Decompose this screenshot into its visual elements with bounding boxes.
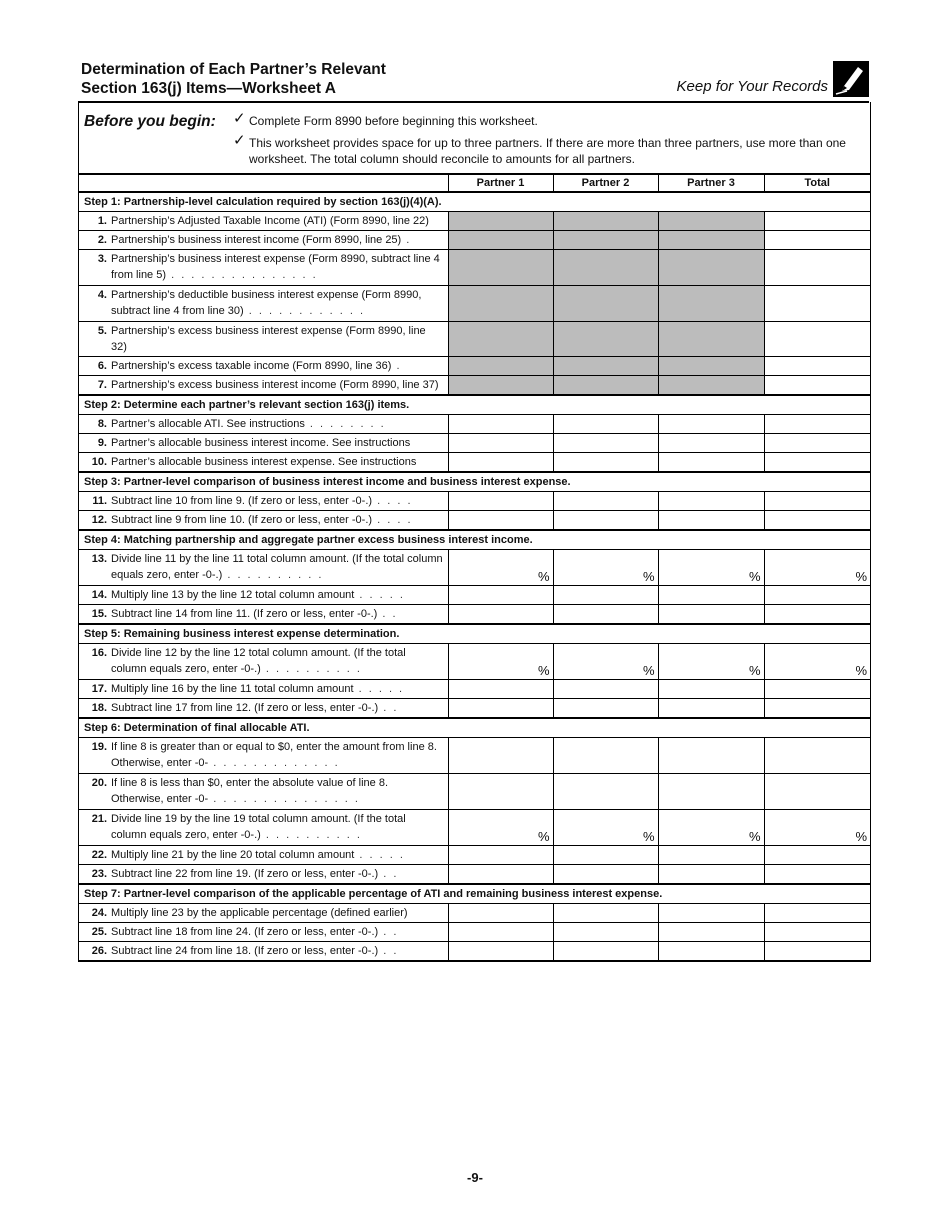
worksheet-body <box>79 192 870 961</box>
entry-cell-partner-3[interactable] <box>658 680 764 699</box>
entry-cell-total[interactable] <box>764 846 870 865</box>
percent-sign: % <box>748 569 761 584</box>
entry-cell-partner-2[interactable] <box>553 415 658 434</box>
dot-leader: . . . . . . . . . . . . . . . <box>166 269 318 281</box>
line-description <box>79 550 448 586</box>
entry-cell-total[interactable] <box>764 250 870 286</box>
entry-cell-partner-1 <box>448 212 553 231</box>
worksheet-line-row <box>79 250 870 286</box>
entry-cell-partner-2[interactable] <box>553 492 658 511</box>
entry-cell-total[interactable] <box>764 865 870 885</box>
dot-leader: . . . . . <box>353 683 405 695</box>
line-text: Partnership’s excess taxable income (Form 8990, line 36) <box>111 360 392 372</box>
worksheet-line-row <box>79 231 870 250</box>
line-text: Partnership’s excess business interest income (Form 8990, line 37) <box>111 379 439 391</box>
entry-cell-total[interactable] <box>764 357 870 376</box>
dot-leader: . . <box>378 868 399 880</box>
entry-cell-partner-3 <box>658 286 764 322</box>
percent-sign: % <box>855 829 867 844</box>
worksheet-line-row <box>79 865 870 885</box>
line-number: 12. <box>91 514 107 526</box>
line-text: Partner’s allocable ATI. See instructions <box>111 418 305 430</box>
worksheet-line-row <box>79 923 870 942</box>
entry-cell-partner-3[interactable] <box>658 904 764 923</box>
entry-cell-partner-1[interactable] <box>448 904 553 923</box>
description-column-header <box>79 175 448 193</box>
dot-leader: . . <box>378 926 399 938</box>
worksheet-line-row <box>79 415 870 434</box>
entry-cell-total[interactable] <box>764 453 870 473</box>
entry-cell-partner-1[interactable] <box>448 865 553 885</box>
entry-cell-partner-2[interactable] <box>553 774 658 810</box>
worksheet-line-row <box>79 699 870 719</box>
entry-cell-partner-3[interactable] <box>658 605 764 625</box>
entry-cell-partner-3[interactable] <box>658 942 764 961</box>
dot-leader: . . <box>378 702 399 714</box>
worksheet-table <box>79 174 870 961</box>
line-number: 20. <box>91 777 107 789</box>
line-text: Partner’s allocable business interest expense. See instructions <box>111 456 417 468</box>
column-header-partner-1: Partner 1 <box>448 175 553 193</box>
entry-cell-total[interactable] <box>764 550 870 586</box>
line-number: 25. <box>91 926 107 938</box>
line-number: 5. <box>97 325 107 337</box>
entry-cell-partner-2 <box>553 286 658 322</box>
entry-cell-partner-1 <box>448 286 553 322</box>
percent-sign: % <box>855 569 867 584</box>
line-text: Partnership’s deductible business interest expense (Form 8990, subtract line 4 from line 30) <box>111 289 422 317</box>
worksheet-line-row <box>79 492 870 511</box>
line-description <box>79 453 448 473</box>
worksheet-title <box>81 60 386 98</box>
line-description <box>79 810 448 846</box>
worksheet-line-row <box>79 942 870 961</box>
line-description <box>79 250 448 286</box>
percent-sign: % <box>748 829 761 844</box>
line-description <box>79 357 448 376</box>
line-number: 18. <box>91 702 107 714</box>
entry-cell-partner-2[interactable] <box>553 550 658 586</box>
worksheet-line-row <box>79 846 870 865</box>
entry-cell-partner-3[interactable] <box>658 923 764 942</box>
worksheet-a <box>78 102 871 962</box>
entry-cell-total[interactable] <box>764 644 870 680</box>
entry-cell-partner-2[interactable] <box>553 434 658 453</box>
line-description <box>79 942 448 961</box>
entry-cell-total[interactable] <box>764 286 870 322</box>
line-number: 21. <box>91 813 107 825</box>
worksheet-line-row <box>79 680 870 699</box>
line-description <box>79 774 448 810</box>
percent-sign: % <box>855 663 867 678</box>
line-text: Subtract line 14 from line 11. (If zero or less, enter -0-.) <box>111 608 378 620</box>
line-text: Divide line 11 by the line 11 total column amount. (If the total column equals zero, enter -0-.) <box>111 553 443 581</box>
line-number: 7. <box>97 379 107 391</box>
dot-leader: . . <box>378 945 399 957</box>
step-heading: Step 7: Partner-level comparison of the applicable percentage of ATI and remaining business interest expense. <box>79 884 870 904</box>
step-heading: Step 5: Remaining business interest expense determination. <box>79 624 870 644</box>
dot-leader: . . . . . . . . <box>304 418 386 430</box>
line-number: 2. <box>97 234 107 246</box>
entry-cell-partner-1[interactable] <box>448 453 553 473</box>
line-text: Partnership’s business interest income (Form 8990, line 25) <box>111 234 402 246</box>
line-number: 26. <box>91 945 107 957</box>
entry-cell-total[interactable] <box>764 923 870 942</box>
entry-cell-partner-3[interactable] <box>658 492 764 511</box>
line-number: 8. <box>97 418 107 430</box>
entry-cell-partner-2[interactable] <box>553 865 658 885</box>
line-text: Partner’s allocable business interest income. See instructions <box>111 437 411 449</box>
step-heading: Step 4: Matching partnership and aggregate partner excess business interest income. <box>79 530 870 550</box>
line-text: Subtract line 9 from line 10. (If zero or less, enter -0-.) <box>111 514 373 526</box>
entry-cell-total[interactable] <box>764 586 870 605</box>
title-line-1: Determination of Each Partner’s Relevant <box>81 61 386 78</box>
entry-cell-partner-2[interactable] <box>553 942 658 961</box>
entry-cell-partner-3[interactable] <box>658 774 764 810</box>
column-header-total: Total <box>764 175 870 193</box>
percent-sign: % <box>537 569 550 584</box>
entry-cell-total[interactable] <box>764 322 870 357</box>
entry-cell-partner-2[interactable] <box>553 586 658 605</box>
worksheet-line-row <box>79 586 870 605</box>
entry-cell-partner-3[interactable] <box>658 846 764 865</box>
percent-sign: % <box>537 663 550 678</box>
keep-for-records: Keep for Your Records <box>676 78 828 95</box>
line-text: Divide line 12 by the line 12 total column amount. (If the total column equals zero, enter -0-.) <box>111 647 406 675</box>
entry-cell-partner-3 <box>658 212 764 231</box>
entry-cell-partner-1[interactable] <box>448 605 553 625</box>
line-description <box>79 605 448 625</box>
entry-cell-partner-3[interactable] <box>658 810 764 846</box>
entry-cell-partner-3[interactable] <box>658 644 764 680</box>
entry-cell-partner-1 <box>448 250 553 286</box>
entry-cell-partner-3 <box>658 376 764 396</box>
instruction-text: This worksheet provides space for up to three partners. If there are more than three partners, use more than one worksheet. The total column should reconcile to amounts for all partners. <box>249 136 846 166</box>
percent-sign: % <box>748 663 761 678</box>
entry-cell-partner-1[interactable] <box>448 586 553 605</box>
line-description <box>79 644 448 680</box>
title-line-2: Section 163(j) Items—Worksheet A <box>81 80 336 97</box>
worksheet-line-row <box>79 376 870 396</box>
entry-cell-total[interactable] <box>764 492 870 511</box>
line-number: 11. <box>92 495 107 507</box>
line-description <box>79 738 448 774</box>
line-description <box>79 286 448 322</box>
line-text: Multiply line 21 by the line 20 total column amount <box>111 849 355 861</box>
entry-cell-partner-1[interactable] <box>448 550 553 586</box>
percent-sign: % <box>642 569 655 584</box>
column-header-partner-3: Partner 3 <box>658 175 764 193</box>
entry-cell-partner-3[interactable] <box>658 434 764 453</box>
step-heading-row <box>79 530 870 550</box>
entry-cell-partner-3[interactable] <box>658 699 764 719</box>
entry-cell-partner-2 <box>553 231 658 250</box>
line-text: Divide line 19 by the line 19 total column amount. (If the total column equals zero, enter -0-.) <box>111 813 406 841</box>
entry-cell-partner-1[interactable] <box>448 774 553 810</box>
before-you-begin <box>79 102 870 174</box>
step-heading-row <box>79 395 870 415</box>
entry-cell-total[interactable] <box>764 511 870 531</box>
entry-cell-partner-2[interactable] <box>553 511 658 531</box>
column-header-partner-2: Partner 2 <box>553 175 658 193</box>
step-heading-row <box>79 884 870 904</box>
entry-cell-partner-3 <box>658 250 764 286</box>
line-description <box>79 699 448 719</box>
dot-leader: . . . . . . . . . . <box>260 829 362 841</box>
line-number: 15. <box>91 608 107 620</box>
step-heading-row <box>79 624 870 644</box>
line-number: 23. <box>91 868 107 880</box>
entry-cell-partner-1[interactable] <box>448 434 553 453</box>
worksheet-line-row <box>79 904 870 923</box>
worksheet-line-row <box>79 322 870 357</box>
entry-cell-partner-3[interactable] <box>658 511 764 531</box>
line-number: 10. <box>91 456 107 468</box>
dot-leader: . . <box>377 608 398 620</box>
entry-cell-partner-2[interactable] <box>553 904 658 923</box>
entry-cell-partner-1[interactable] <box>448 810 553 846</box>
instruction-item <box>233 132 859 167</box>
worksheet-line-row <box>79 212 870 231</box>
step-heading: Step 1: Partnership-level calculation required by section 163(j)(4)(A). <box>79 192 870 212</box>
line-number: 3. <box>97 253 107 265</box>
line-description <box>79 376 448 396</box>
worksheet-line-row <box>79 357 870 376</box>
instruction-item <box>233 110 859 129</box>
dot-leader: . <box>401 234 412 246</box>
line-text: Partnership’s excess business interest expense (Form 8990, line 32) <box>111 325 426 353</box>
entry-cell-partner-2[interactable] <box>553 810 658 846</box>
entry-cell-partner-1[interactable] <box>448 738 553 774</box>
entry-cell-partner-2 <box>553 357 658 376</box>
line-description <box>79 904 448 923</box>
entry-cell-total[interactable] <box>764 774 870 810</box>
entry-cell-partner-1 <box>448 376 553 396</box>
line-text: Multiply line 23 by the applicable percentage (defined earlier) <box>111 907 408 919</box>
dot-leader: . . . . . . . . . . . . <box>243 305 366 317</box>
entry-cell-total[interactable] <box>764 699 870 719</box>
dot-leader: . . . . . . . . . . . . . . . <box>208 793 360 805</box>
worksheet-line-row <box>79 434 870 453</box>
entry-cell-partner-3[interactable] <box>658 453 764 473</box>
entry-cell-total[interactable] <box>764 810 870 846</box>
line-description <box>79 846 448 865</box>
entry-cell-partner-3[interactable] <box>658 738 764 774</box>
before-you-begin-label: Before you begin: <box>84 113 216 130</box>
dot-leader: . . . . . <box>354 849 405 861</box>
entry-cell-partner-3[interactable] <box>658 415 764 434</box>
entry-cell-total[interactable] <box>764 212 870 231</box>
entry-cell-total[interactable] <box>764 738 870 774</box>
line-text: Subtract line 10 from line 9. (If zero or less, enter -0-.) <box>111 495 373 507</box>
line-number: 4. <box>97 289 107 301</box>
dot-leader: . <box>391 360 402 372</box>
step-heading-row <box>79 192 870 212</box>
line-description <box>79 492 448 511</box>
worksheet-line-row <box>79 605 870 625</box>
line-description <box>79 680 448 699</box>
dot-leader: . . . . . <box>354 589 405 601</box>
line-number: 14. <box>91 589 107 601</box>
step-heading-row <box>79 718 870 738</box>
dot-leader: . . . . . . . . . . <box>260 663 362 675</box>
entry-cell-total[interactable] <box>764 434 870 453</box>
entry-cell-partner-3[interactable] <box>658 865 764 885</box>
worksheet-line-row <box>79 453 870 473</box>
percent-sign: % <box>642 663 655 678</box>
worksheet-line-row <box>79 286 870 322</box>
entry-cell-partner-2 <box>553 322 658 357</box>
line-text: Partnership’s Adjusted Taxable Income (ATI) (Form 8990, line 22) <box>111 215 429 227</box>
entry-cell-partner-3[interactable] <box>658 550 764 586</box>
entry-cell-partner-1[interactable] <box>448 699 553 719</box>
line-number: 16. <box>91 647 107 659</box>
line-description <box>79 865 448 885</box>
line-description <box>79 322 448 357</box>
step-heading: Step 6: Determination of final allocable ATI. <box>79 718 870 738</box>
checkmark-icon: ✓ <box>233 110 246 127</box>
line-text: Multiply line 13 by the line 12 total column amount <box>111 589 355 601</box>
entry-cell-partner-3 <box>658 231 764 250</box>
line-description <box>79 212 448 231</box>
step-heading-row <box>79 472 870 492</box>
line-text: If line 8 is greater than or equal to $0, enter the amount from line 8. Otherwise, enter -0- <box>111 741 437 769</box>
entry-cell-total[interactable] <box>764 605 870 625</box>
dot-leader: . . . . . . . . . . <box>222 569 324 581</box>
line-text: Subtract line 18 from line 24. (If zero or less, enter -0-.) <box>111 926 379 938</box>
entry-cell-partner-1 <box>448 322 553 357</box>
worksheet-line-row <box>79 550 870 586</box>
line-description <box>79 923 448 942</box>
dot-leader: . . . . . . . . . . . . . <box>208 757 340 769</box>
line-number: 9. <box>97 437 107 449</box>
entry-cell-partner-2 <box>553 376 658 396</box>
line-text: Partnership’s business interest expense (Form 8990, subtract line 4 from line 5) <box>111 253 440 281</box>
line-description <box>79 231 448 250</box>
entry-cell-partner-1[interactable] <box>448 680 553 699</box>
step-heading: Step 3: Partner-level comparison of business interest income and business interest expense. <box>79 472 870 492</box>
line-text: Multiply line 16 by the line 11 total column amount <box>111 683 354 695</box>
entry-cell-partner-1[interactable] <box>448 942 553 961</box>
line-number: 6. <box>97 360 107 372</box>
entry-cell-partner-2 <box>553 212 658 231</box>
entry-cell-partner-3[interactable] <box>658 586 764 605</box>
line-description <box>79 415 448 434</box>
worksheet-line-row <box>79 738 870 774</box>
line-description <box>79 586 448 605</box>
entry-cell-partner-3 <box>658 322 764 357</box>
entry-cell-total[interactable] <box>764 231 870 250</box>
line-number: 22. <box>91 849 107 861</box>
worksheet-line-row <box>79 644 870 680</box>
page-number: -9- <box>467 1170 483 1185</box>
dot-leader: . . . . <box>372 495 413 507</box>
entry-cell-partner-2[interactable] <box>553 680 658 699</box>
entry-cell-partner-1[interactable] <box>448 644 553 680</box>
entry-cell-partner-2[interactable] <box>553 644 658 680</box>
worksheet-line-row <box>79 511 870 531</box>
line-text: Subtract line 24 from line 18. (If zero or less, enter -0-.) <box>111 945 379 957</box>
entry-cell-partner-1[interactable] <box>448 923 553 942</box>
percent-sign: % <box>642 829 655 844</box>
entry-cell-partner-1[interactable] <box>448 846 553 865</box>
line-description <box>79 434 448 453</box>
entry-cell-partner-2[interactable] <box>553 605 658 625</box>
column-header-row <box>79 175 870 193</box>
entry-cell-partner-1 <box>448 231 553 250</box>
line-description <box>79 511 448 531</box>
entry-cell-partner-2[interactable] <box>553 923 658 942</box>
step-heading: Step 2: Determine each partner’s relevant section 163(j) items. <box>79 395 870 415</box>
entry-cell-partner-1[interactable] <box>448 492 553 511</box>
entry-cell-partner-2[interactable] <box>553 738 658 774</box>
checkmark-icon: ✓ <box>233 132 246 149</box>
pen-logo-icon <box>833 61 869 97</box>
worksheet-line-row <box>79 774 870 810</box>
entry-cell-total[interactable] <box>764 415 870 434</box>
entry-cell-total[interactable] <box>764 904 870 923</box>
dot-leader: . . . . <box>372 514 413 526</box>
entry-cell-partner-2[interactable] <box>553 699 658 719</box>
entry-cell-partner-2[interactable] <box>553 453 658 473</box>
line-number: 1. <box>97 215 107 227</box>
line-text: Subtract line 17 from line 12. (If zero or less, enter -0-.) <box>111 702 379 714</box>
percent-sign: % <box>537 829 550 844</box>
entry-cell-partner-1 <box>448 357 553 376</box>
worksheet-line-row <box>79 810 870 846</box>
line-text: Subtract line 22 from line 19. (If zero or less, enter -0-.) <box>111 868 379 880</box>
entry-cell-partner-2 <box>553 250 658 286</box>
entry-cell-partner-1[interactable] <box>448 415 553 434</box>
entry-cell-total[interactable] <box>764 376 870 396</box>
line-number: 13. <box>91 553 107 565</box>
entry-cell-total[interactable] <box>764 942 870 961</box>
instruction-text: Complete Form 8990 before beginning this worksheet. <box>249 114 538 128</box>
line-number: 17. <box>91 683 107 695</box>
line-number: 24. <box>91 907 107 919</box>
entry-cell-partner-1[interactable] <box>448 511 553 531</box>
line-number: 19. <box>91 741 107 753</box>
line-text: If line 8 is less than $0, enter the absolute value of line 8. Otherwise, enter -0- <box>111 777 389 805</box>
entry-cell-partner-2[interactable] <box>553 846 658 865</box>
entry-cell-partner-3 <box>658 357 764 376</box>
entry-cell-total[interactable] <box>764 680 870 699</box>
